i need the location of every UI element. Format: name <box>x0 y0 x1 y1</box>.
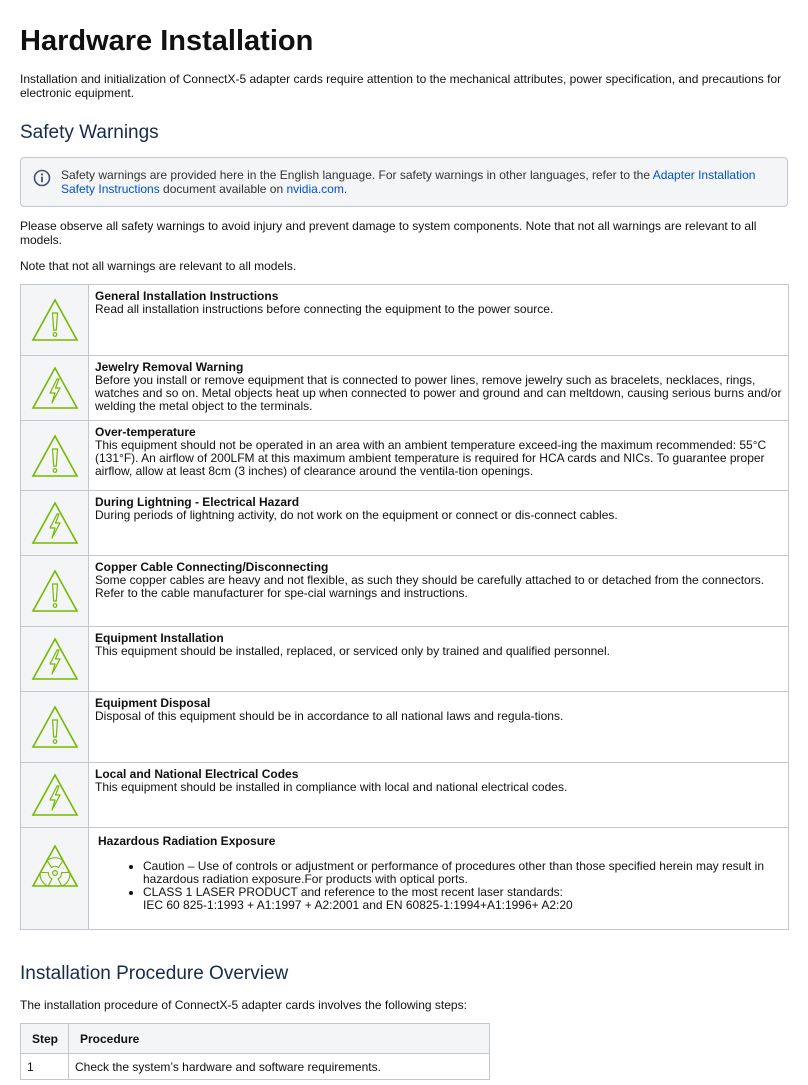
warning-row <box>21 421 789 491</box>
warning-body: This equipment should be installed in compliance with local and national electrical codes. <box>95 780 568 794</box>
warning-body: Read all installation instructions before connecting the equipment to the power source. <box>95 302 554 316</box>
warning-exclamation-icon <box>30 297 80 343</box>
warning-row-radiation <box>21 828 789 930</box>
table-header-row <box>21 1024 490 1054</box>
intro-paragraph: Installation and initialization of ConnectX-5 adapter cards require attention to the mechanical attributes, power specification, and precautions for electronic equipment. <box>20 72 782 100</box>
warning-row <box>21 285 789 356</box>
warning-row <box>21 692 789 763</box>
warning-title: Copper Cable Connecting/Disconnecting <box>95 560 329 574</box>
warning-body: Some copper cables are heavy and not flexible, as such they should be carefully attached to or detached from the connectors. Refer to the cable manufacturer for spe-cial warnings and instructions. <box>95 573 765 600</box>
warning-title: General Installation Instructions <box>95 289 279 303</box>
warning-row <box>21 491 789 556</box>
electrical-hazard-icon <box>30 772 80 818</box>
table-row <box>21 1054 490 1080</box>
warning-row <box>21 627 789 692</box>
warning-title: During Lightning - Electrical Hazard <box>95 495 300 509</box>
column-header-procedure: Procedure <box>69 1024 490 1054</box>
warning-exclamation-icon <box>30 433 80 479</box>
warning-row <box>21 556 789 627</box>
warning-body: Before you install or remove equipment that is connected to power lines, remove jewelry such as bracelets, necklaces, rings, watches and so on. Metal objects heat up when connected to power and ground and can meltdown, causing serious burns and/or welding the metal object to the terminals. <box>95 373 782 413</box>
step-number: 1 <box>21 1054 69 1080</box>
electrical-hazard-icon <box>30 636 80 682</box>
info-text-middle: document available on <box>159 182 287 196</box>
list-item <box>143 886 782 912</box>
warning-title: Jewelry Removal Warning <box>95 360 244 374</box>
nvidia-link[interactable]: nvidia.com <box>286 182 344 196</box>
info-icon <box>33 169 51 187</box>
warning-body: This equipment should be installed, replaced, or serviced only by trained and qualified personnel. <box>95 644 610 658</box>
electrical-hazard-icon <box>30 365 80 411</box>
page-title: Hardware Installation <box>20 25 314 57</box>
procedure-table <box>20 1023 490 1080</box>
warning-body: During periods of lightning activity, do not work on the equipment or connect or dis-connect cables. <box>95 508 618 522</box>
safety-warnings-heading: Safety Warnings <box>20 122 159 143</box>
list-item: • Caution – Use of controls or adjustment or performance of procedures other than those specified herein may result in hazardous radiation exposure.For products with optical ports. <box>143 860 782 886</box>
warning-title: Equipment Installation <box>95 631 224 645</box>
column-header-step: Step <box>21 1024 69 1054</box>
electrical-hazard-icon <box>30 500 80 546</box>
warning-body: This equipment should not be operated in an area with an ambient temperature exceed-ing the maximum recommended: 55°C (131°F). An airflow of 200LFM at this maximum ambient temperature is required for HCA cards and NICs. To guarantee proper airflow, allow at least 8cm (3 inches) of clearance around the ventila-tion openings. <box>95 438 767 478</box>
step-procedure: Check the system’s hardware and software requirements. <box>69 1054 490 1080</box>
bullet2-line1: CLASS 1 LASER PRODUCT and reference to the most recent laser standards: <box>143 885 563 899</box>
warning-body: Disposal of this equipment should be in accordance to all national laws and regula-tions. <box>95 709 564 723</box>
info-panel <box>20 157 788 207</box>
bullet2-line2: IEC 60 825-1:1993 + A1:1997 + A2:2001 and EN 60825-1:1994+A1:1996+ A2:20 <box>143 898 573 912</box>
info-text-before: Safety warnings are provided here in the English language. For safety warnings in other languages, refer to the <box>61 168 653 182</box>
installation-overview-heading: Installation Procedure Overview <box>20 963 289 984</box>
info-text-after: . <box>343 182 348 196</box>
info-text <box>61 168 761 196</box>
warning-title: Over-temperature <box>95 425 196 439</box>
radiation-bullet-list <box>95 860 782 912</box>
warning-title: Hazardous Radiation Exposure <box>98 834 276 848</box>
warning-title: Local and National Electrical Codes <box>95 767 299 781</box>
warnings-table <box>20 284 789 930</box>
safety-paragraph-1: Please observe all safety warnings to avoid injury and prevent damage to system components. Note that not all warnings are relevant to all models. <box>20 219 757 247</box>
overview-paragraph: The installation procedure of ConnectX-5 adapter cards involves the following steps: <box>20 998 467 1012</box>
safety-paragraph-2: Note that not all warnings are relevant to all models. <box>20 259 297 273</box>
warning-exclamation-icon <box>30 568 80 614</box>
warning-row <box>21 763 789 828</box>
adapter-safety-instructions-link[interactable]: Adapter Installation Safety Instructions <box>61 168 756 196</box>
warning-title: Equipment Disposal <box>95 696 211 710</box>
warning-exclamation-icon <box>30 704 80 750</box>
warning-row <box>21 356 789 421</box>
radiation-hazard-icon <box>30 843 80 889</box>
